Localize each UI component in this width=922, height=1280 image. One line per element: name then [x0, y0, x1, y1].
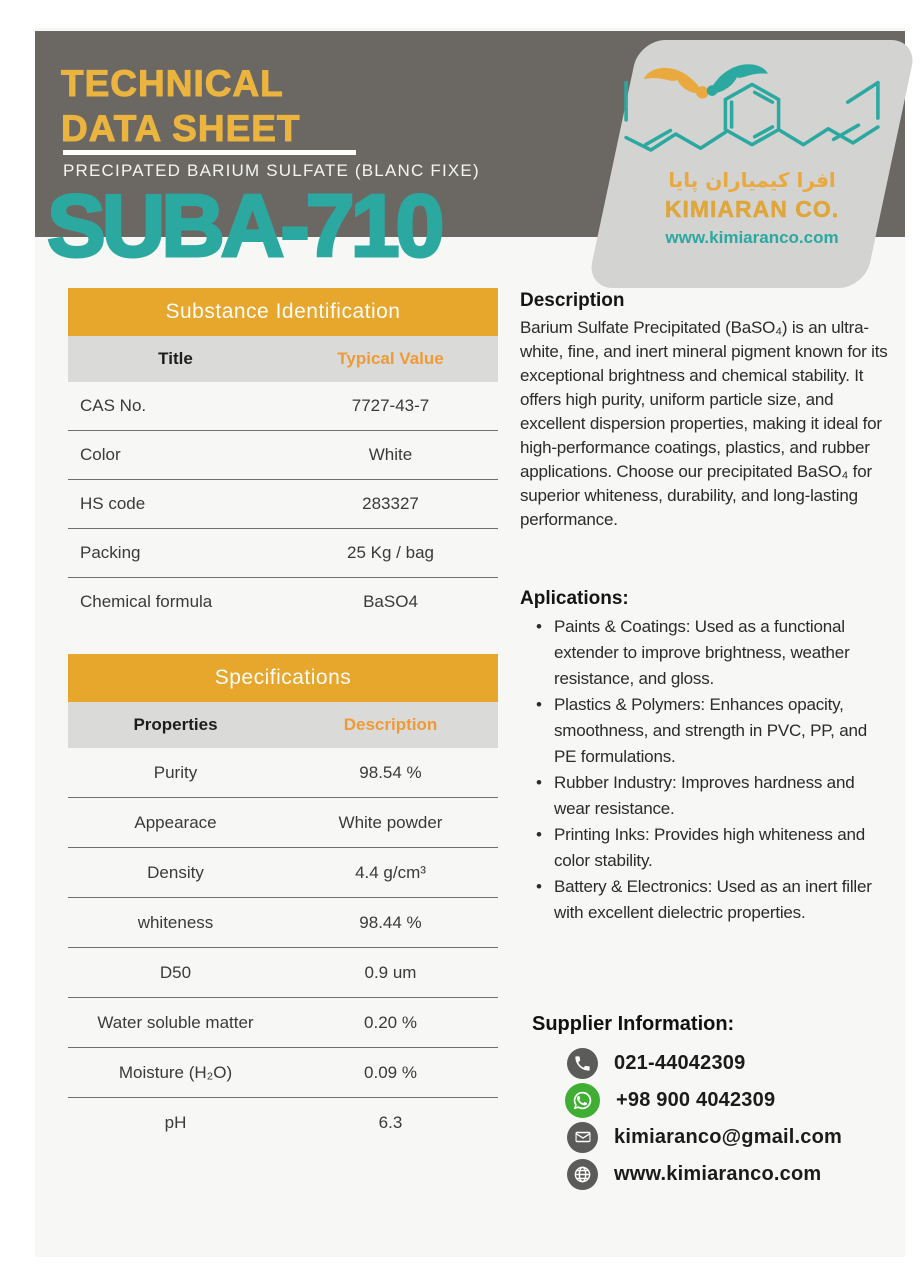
- table-row: [68, 847, 498, 897]
- row-value: 4.4 g/cm³: [355, 862, 426, 882]
- row-label: Moisture (H₂O): [118, 1062, 233, 1082]
- supplier-information-heading: Supplier Information:: [532, 1013, 735, 1035]
- whatsapp-number: +98 900 4042309: [616, 1088, 776, 1111]
- handshake-wings-icon: [644, 64, 768, 98]
- description-body: Barium Sulfate Precipitated (BaSO₄) is an ultra-white, fine, and inert mineral pigment known for its exceptional brightness and chemical stability. It offers high purity, uniform particle size, and excellent dispersion properties, making it ideal for high-performance coatings, plastics, and rubber applications. Choose our precipitated BaSO₄ for superior whiteness, durability, and long-lasting performance.: [520, 318, 888, 529]
- row-label: Packing: [80, 543, 141, 562]
- row-value: BaSO4: [363, 592, 418, 611]
- table-row: [68, 1097, 498, 1147]
- table-row: [68, 479, 498, 528]
- table-row: [68, 797, 498, 847]
- column-header-typical-value: Typical Value: [337, 349, 444, 368]
- document-title: [61, 61, 301, 151]
- row-value: White: [368, 445, 413, 464]
- title-underline: [63, 150, 356, 155]
- row-label: HS code: [80, 494, 146, 513]
- table-row: [68, 947, 498, 997]
- email-address: kimiaranco@gmail.com: [614, 1125, 843, 1148]
- row-label: Appearace: [134, 812, 217, 832]
- list-item: • Plastics & Polymers: Enhances opacity, smoothness, and strength in PVC, PP, and PE formulations.: [532, 692, 890, 770]
- document-subtitle: PRECIPATED BARIUM SULFATE (BLANC FIXE): [63, 161, 480, 180]
- datasheet-page: [35, 28, 905, 1257]
- contact-email: [567, 1119, 842, 1155]
- company-logo-plate: [587, 40, 918, 288]
- column-header-description: Description: [343, 715, 438, 734]
- list-item: • Battery & Electronics: Used as an inert filler with excellent dielectric properties.: [532, 874, 890, 926]
- row-label: Density: [147, 862, 204, 882]
- row-label: whiteness: [137, 912, 214, 932]
- row-label: D50: [159, 962, 192, 982]
- table-row: [68, 897, 498, 947]
- contact-phone: [567, 1045, 745, 1081]
- applications-heading: Aplications:: [520, 588, 629, 609]
- row-value: 0.09 %: [364, 1062, 417, 1082]
- row-value: White powder: [338, 812, 443, 832]
- contact-whatsapp: [567, 1082, 775, 1118]
- table-title: Substance Identification: [68, 288, 498, 336]
- table-header-row: [68, 336, 498, 382]
- website-url: www.kimiaranco.com: [614, 1162, 822, 1185]
- row-label: Color: [80, 445, 121, 464]
- row-label: pH: [164, 1112, 187, 1132]
- company-website: www.kimiaranco.com: [665, 228, 839, 247]
- applications-list: [532, 614, 890, 926]
- substance-identification-table: [68, 288, 498, 626]
- table-header-row: [68, 702, 498, 748]
- table-row: [68, 382, 498, 430]
- description-heading: Description: [520, 290, 625, 311]
- company-name-persian: افرا کیمیاران پایا: [668, 168, 836, 192]
- company-logo: [613, 40, 891, 288]
- row-value: 98.54 %: [359, 762, 422, 782]
- row-label: Purity: [153, 762, 198, 782]
- document-title-line2: DATA SHEET: [61, 108, 301, 149]
- specifications-table: [68, 654, 498, 1147]
- row-value: 7727-43-7: [351, 396, 430, 415]
- table-row: [68, 748, 498, 797]
- row-value: 98.44 %: [359, 912, 422, 932]
- list-item: • Rubber Industry: Improves hardness and wear resistance.: [532, 770, 890, 822]
- table-row: [68, 997, 498, 1047]
- phone-number: 021-44042309: [614, 1051, 746, 1074]
- table-row: [68, 430, 498, 479]
- row-value: 25 Kg / bag: [347, 543, 434, 562]
- row-value: 0.20 %: [364, 1012, 417, 1032]
- row-label: CAS No.: [80, 396, 147, 415]
- column-header-title: Title: [158, 349, 193, 368]
- column-header-properties: Properties: [133, 715, 218, 734]
- globe-icon: [567, 1159, 598, 1190]
- row-label: Chemical formula: [80, 592, 213, 611]
- email-icon: [567, 1122, 598, 1153]
- list-item: • Printing Inks: Provides high whiteness and color stability.: [532, 822, 890, 874]
- company-name: KIMIARAN CO.: [664, 196, 840, 222]
- table-row: [68, 577, 498, 626]
- row-label: Water soluble matter: [97, 1012, 254, 1032]
- list-item: • Paints & Coatings: Used as a functional extender to improve brightness, weather resistance, and gloss.: [532, 614, 890, 692]
- contact-website: [567, 1156, 821, 1192]
- table-row: [68, 528, 498, 577]
- row-value: 283327: [362, 494, 419, 513]
- row-value: 0.9 um: [364, 962, 417, 982]
- row-value: 6.3: [378, 1112, 403, 1132]
- document-title-line1: TECHNICAL: [61, 63, 284, 104]
- product-code: SUBA-710: [47, 176, 441, 275]
- table-title: Specifications: [68, 654, 498, 702]
- whatsapp-icon: [565, 1083, 600, 1118]
- phone-icon: [567, 1048, 598, 1079]
- table-row: [68, 1047, 498, 1097]
- benzene-chain-handshake-icon: [619, 52, 885, 170]
